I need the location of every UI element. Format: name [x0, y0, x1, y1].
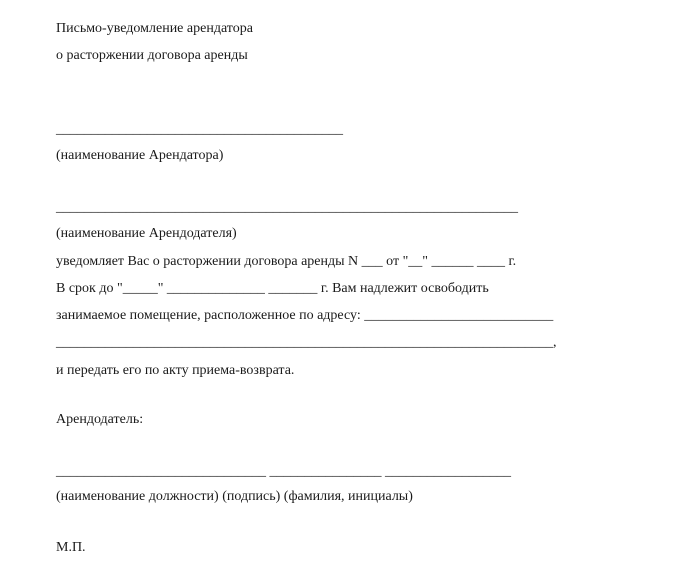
address-blank-line: _______________________________________________________________________,	[56, 335, 557, 350]
tenant-caption: (наименование Арендатора)	[56, 148, 224, 163]
signature-blanks: ______________________________ ________________ __________________	[56, 464, 511, 479]
landlord-caption: (наименование Арендодателя)	[56, 226, 237, 241]
landlord-name-blank: __________________________________________________________________	[56, 200, 518, 215]
title-line-1: Письмо-уведомление арендатора	[56, 21, 253, 36]
title-line-2: о расторжении договора аренды	[56, 48, 248, 63]
signature-caption: (наименование должности) (подпись) (фамилия, инициалы)	[56, 489, 413, 504]
premises-text-line: занимаемое помещение, расположенное по адресу: ___________________________	[56, 308, 554, 323]
return-text-line: и передать его по акту приема-возврата.	[56, 363, 295, 378]
landlord-label: Арендодатель:	[56, 412, 144, 427]
notice-text-line: уведомляет Вас о расторжении договора аренды N ___ от "__" ______ ____ г.	[56, 254, 517, 269]
tenant-name-blank: _________________________________________	[56, 122, 343, 137]
stamp-placeholder: М.П.	[56, 540, 86, 555]
deadline-text-line: В срок до "_____" ______________ _______ г. Вам надлежит освободить	[56, 281, 489, 296]
